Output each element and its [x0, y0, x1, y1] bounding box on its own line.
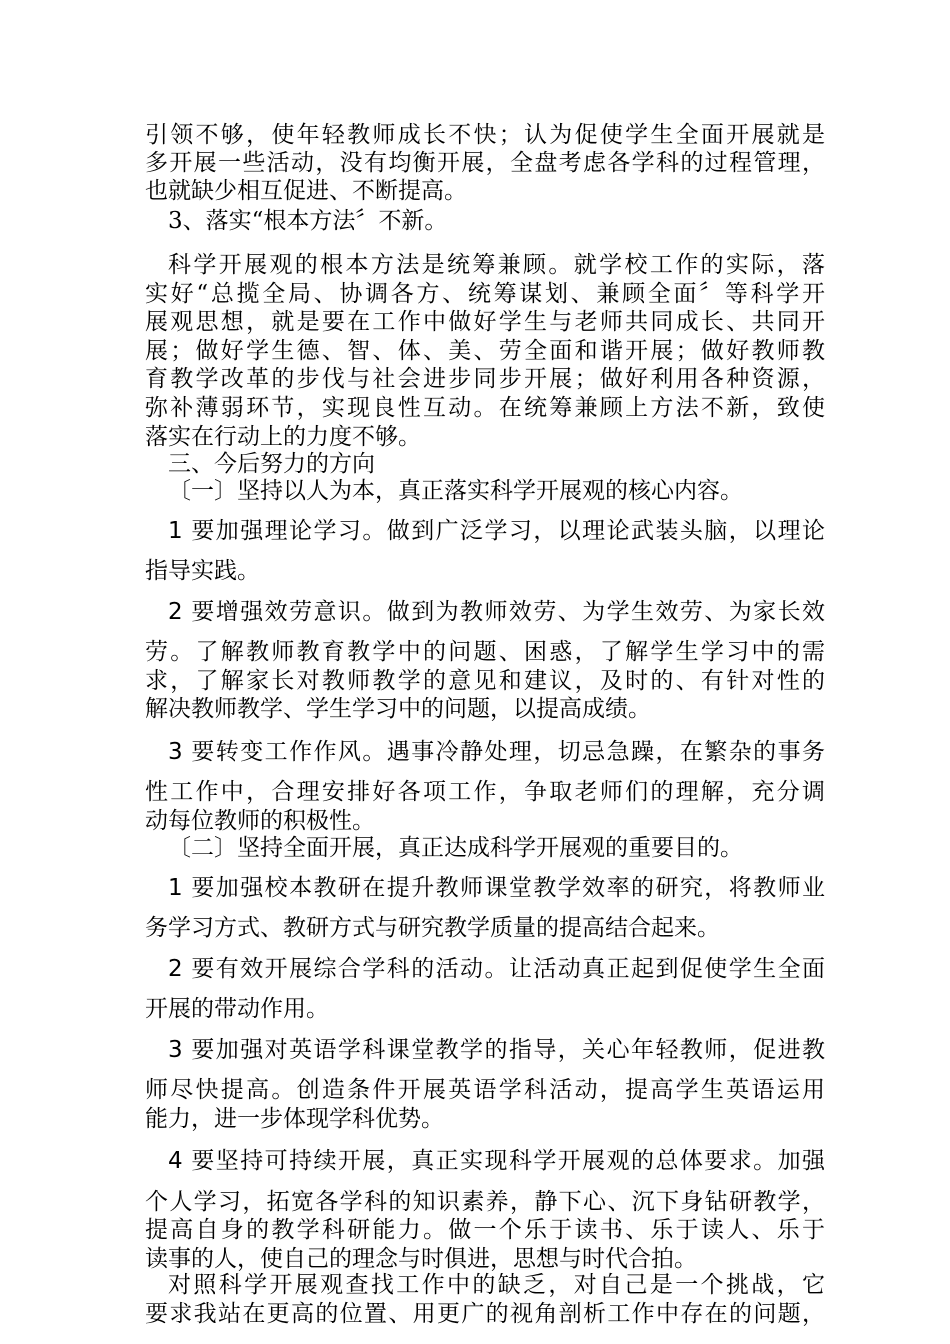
text-line: 师尽快提高。创造条件开展英语学科活动，提高学生英语运用: [145, 1077, 825, 1103]
text-line: 指导实践。: [145, 558, 260, 584]
text-line: 多开展一些活动，没有均衡开展，全盘考虑各学科的过程管理，: [145, 150, 825, 176]
subsection-heading: 〔一〕坚持以人为本，真正落实科学开展观的核心内容。: [168, 478, 743, 504]
text-line: 解决教师教学、学生学习中的问题，以提高成绩。: [145, 696, 651, 722]
text-line: 落实在行动上的力度不够。: [145, 424, 421, 450]
text-line: 3 要转变工作作风。遇事冷静处理，切忌急躁，在繁杂的事务: [168, 739, 825, 765]
text-line: 3 要加强对英语学科课堂教学的指导，关心年轻教师，促进教: [168, 1037, 825, 1063]
text-line: 3、落实“根本方法〞不新。: [168, 208, 448, 234]
text-line: 展；做好学生德、智、体、美、劳全面和谐开展；做好教师教: [145, 338, 825, 364]
subsection-heading: 〔二〕坚持全面开展，真正达成科学开展观的重要目的。: [168, 835, 743, 861]
text-line: 对照科学开展观查找工作中的缺乏，对自己是一个挑战，它: [168, 1272, 825, 1298]
text-line: 4 要坚持可持续开展，真正实现科学开展观的总体要求。加强: [168, 1148, 825, 1174]
text-line: 科学开展观的根本方法是统筹兼顾。就学校工作的实际，落: [168, 252, 825, 278]
text-line: 能力，进一步体现学科优势。: [145, 1106, 444, 1132]
text-line: 弥补薄弱环节，实现良性互动。在统筹兼顾上方法不新，致使: [145, 395, 825, 421]
text-line: 2 要有效开展综合学科的活动。让活动真正起到促使学生全面: [168, 956, 825, 982]
text-line: 1 要加强校本教研在提升教师课堂教学效率的研究，将教师业: [168, 875, 825, 901]
text-line: 引领不够，使年轻教师成长不快；认为促使学生全面开展就是: [145, 122, 825, 148]
text-line: 开展的带动作用。: [145, 996, 329, 1022]
text-line: 提高自身的教学科研能力。做一个乐于读书、乐于读人、乐于: [145, 1217, 825, 1243]
text-line: 2 要增强效劳意识。做到为教师效劳、为学生效劳、为家长效: [168, 599, 825, 625]
text-line: 也就缺少相互促进、不断提高。: [145, 178, 467, 204]
section-heading: 三、今后努力的方向: [168, 451, 375, 477]
text-line: 性工作中，合理安排好各项工作，争取老师们的理解，充分调: [145, 779, 825, 805]
text-line: 读事的人，使自己的理念与时俱进，思想与时代合拍。: [145, 1246, 697, 1272]
text-line: 实好“总揽全局、协调各方、统筹谋划、兼顾全面〞等科学开: [145, 281, 825, 307]
text-line: 动每位教师的积极性。: [145, 808, 375, 834]
text-line: 要求我站在更高的位置、用更广的视角剖析工作中存在的问题，: [145, 1301, 825, 1327]
text-line: 求，了解家长对教师教学的意见和建议，及时的、有针对性的: [145, 668, 825, 694]
text-line: 个人学习，拓宽各学科的知识素养，静下心、沉下身钻研教学，: [145, 1189, 825, 1215]
text-line: 劳。了解教师教育教学中的问题、困惑，了解学生学习中的需: [145, 639, 825, 665]
text-line: 育教学改革的步伐与社会进步同步开展；做好利用各种资源，: [145, 366, 825, 392]
text-line: 1 要加强理论学习。做到广泛学习，以理论武装头脑，以理论: [168, 518, 825, 544]
text-line: 展观思想，就是要在工作中做好学生与老师共同成长、共同开: [145, 309, 825, 335]
text-line: 务学习方式、教研方式与研究教学质量的提高结合起来。: [145, 915, 720, 941]
